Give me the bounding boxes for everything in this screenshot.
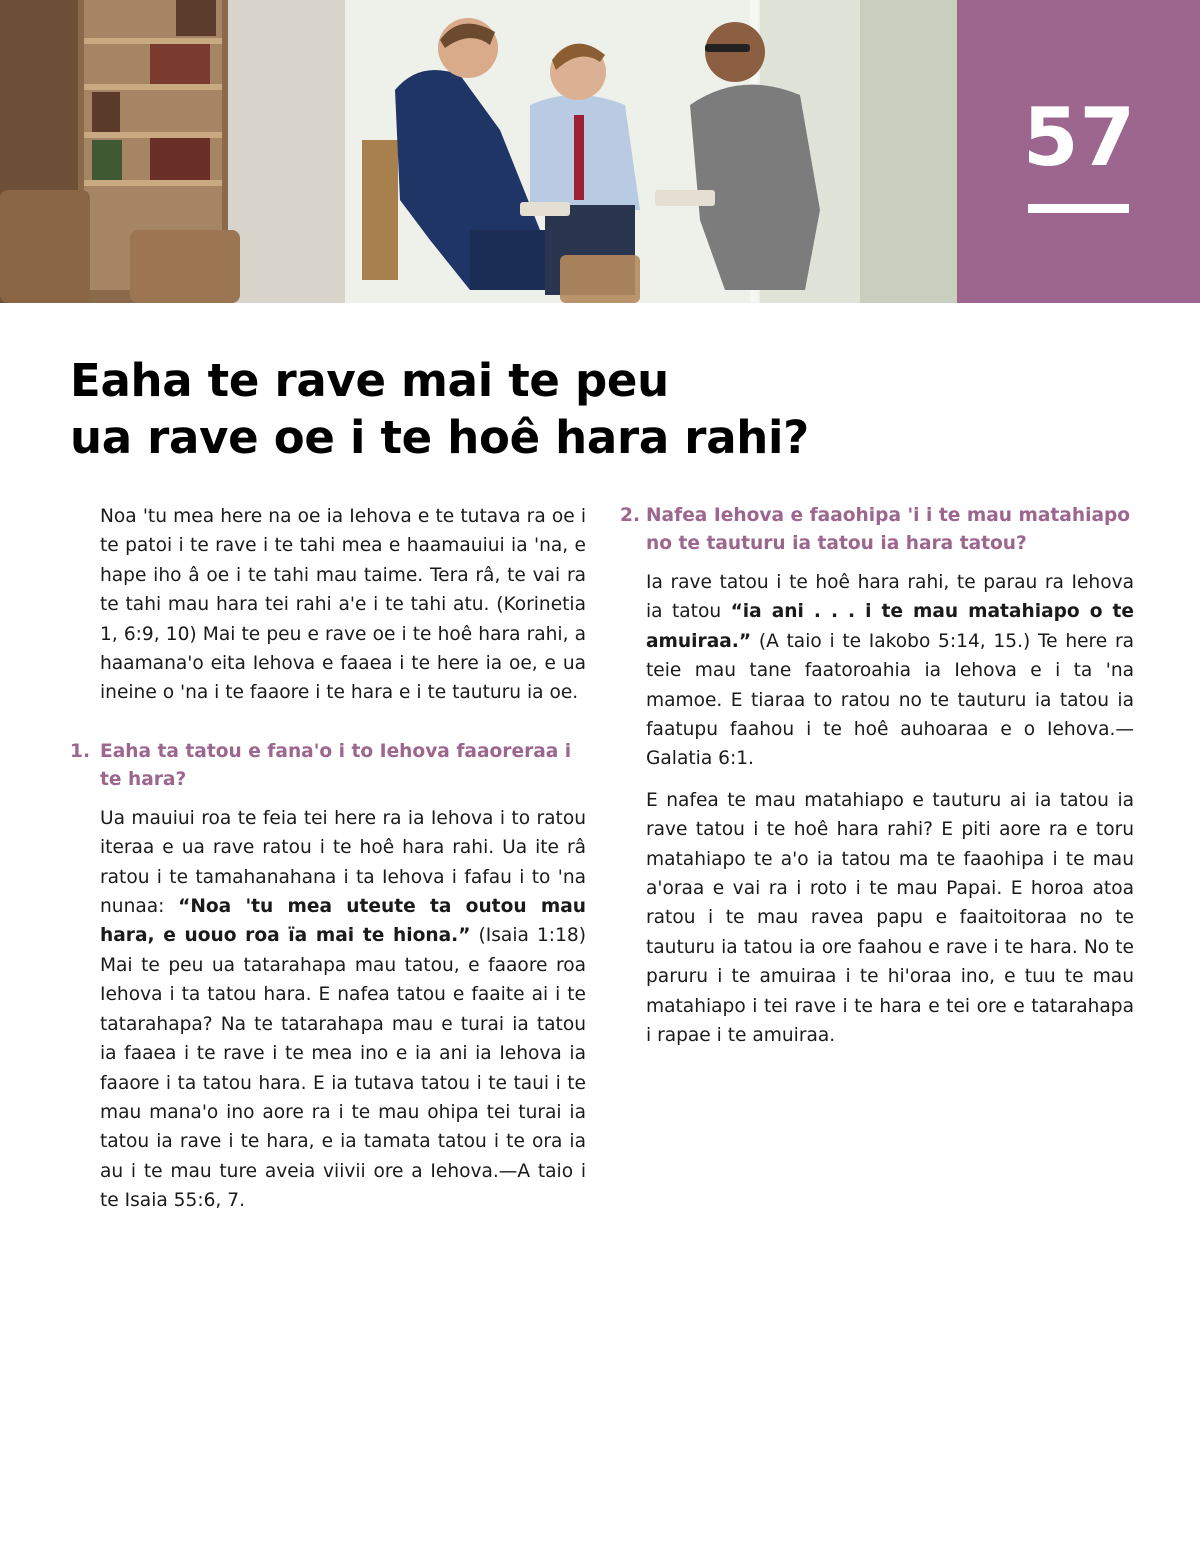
answer-2-paragraph-2: E nafea te mau matahiapo e tauturu ai ia tatou ia rave tatou i te hoê hara rahi? E piti aore ra e toru matahiapo te a'o ia tatou ma te faaohipa i te mau a'oraa e vai ra i roto i te mau Papai. E horoa atoa ratou i te mau ravea papu e faaitoitoraa no te tauturu ia tatou ia ore faahou e rave i te hara. No te paruru i te amuiraa i te hi'oraa ino, e tuu te mau matahiapo i tei rave i te hara e tei ore e tatarahapa i rapae i te amuiraa.	[646, 789, 1134, 1047]
header-photo	[0, 0, 957, 303]
left-column	[70, 502, 586, 1228]
answer-2-text-before: Ia rave tatou i te hoê hara rahi, te parau ra Iehova ia tatou	[646, 572, 1134, 623]
answer-2-quote: “ia ani . . . i te mau matahiapo o te amuiraa.”	[646, 601, 1134, 652]
lesson-number-panel	[957, 0, 1200, 303]
question-1	[70, 738, 586, 794]
lesson-number: 57	[1022, 91, 1137, 184]
right-column	[620, 502, 1134, 1063]
lesson-number-underline	[1028, 204, 1129, 213]
question-2-number: 2.	[620, 505, 641, 526]
question-1-number: 1.	[70, 740, 91, 762]
answer-2-text-after: (A taio i te Iakobo 5:14, 15.) Te here ra teie mau tane faatoroahia ia Iehova e i ta 'na mamoe. E tiaraa to ratou no te tauturu ia tatou ia faatupu faahou i te hoê auhoaraa e o Iehova.—Galatia 6:1.	[646, 630, 1134, 770]
question-2	[620, 502, 1134, 558]
page-title-line-2: ua rave oe i te hoê hara rahi?	[70, 411, 809, 464]
answer-1-text-before: Ua mauiui roa te feia tei here ra ia Iehova i to ratou iteraa e ua rave ratou i te hoê hara rahi. Ua ite râ ratou i te tamahanahana i ta Iehova i fafau i to 'na nunaa:	[100, 807, 586, 918]
page-title	[70, 352, 970, 466]
question-1-text: Eaha ta tatou e fana'o i to Iehova faaoreraa i te hara?	[100, 740, 572, 790]
answer-2-paragraph-1	[646, 568, 1134, 774]
answer-1-paragraph	[100, 804, 586, 1216]
question-2-text: Nafea Iehova e faaohipa 'i i te mau matahiapo no te tauturu ia tatou ia hara tatou?	[646, 505, 1131, 554]
page-title-line-1: Eaha te rave mai te peu	[70, 354, 669, 407]
answer-1-text-after: (Isaia 1:18) Mai te peu ua tatarahapa mau tatou, e faaore roa Iehova i ta tatou hara. E nafea tatou e faaite ai i te tatarahapa? Na te tatarahapa mau e turai ia tatou ia faaea i te rave i te mea ino e ia ani ia Iehova ia faaore i ta tatou hara. E ia tutava tatou i te taui i te mau mana'o ino aore ra i te mau ohipa tei turai ia tatou ia rave i te hara, e ia tamata tatou i te ora ia au i te mau ture aveia viivii ore a Iehova.—A taio i te Isaia 55:6, 7.	[100, 925, 586, 1212]
answer-1-quote: “Noa 'tu mea uteute ta outou mau hara, e uouo roa ïa mai te hiona.”	[100, 896, 586, 947]
intro-paragraph: Noa 'tu mea here na oe ia Iehova e te tutava ra oe i te patoi i te rave i te tahi mea e haamauiui ia 'na, e hape iho â oe i te tahi mau taime. Tera râ, te vai ra te tahi mau hara tei rahi a'e i te tahi atu. (Korinetia 1, 6:9, 10) Mai te peu e rave oe i te hoê hara rahi, a haamana'o eita Iehova e faaea i te here ia oe, e ua ineine o 'na i te faaore i te hara e i te tauturu ia oe.	[100, 506, 586, 704]
